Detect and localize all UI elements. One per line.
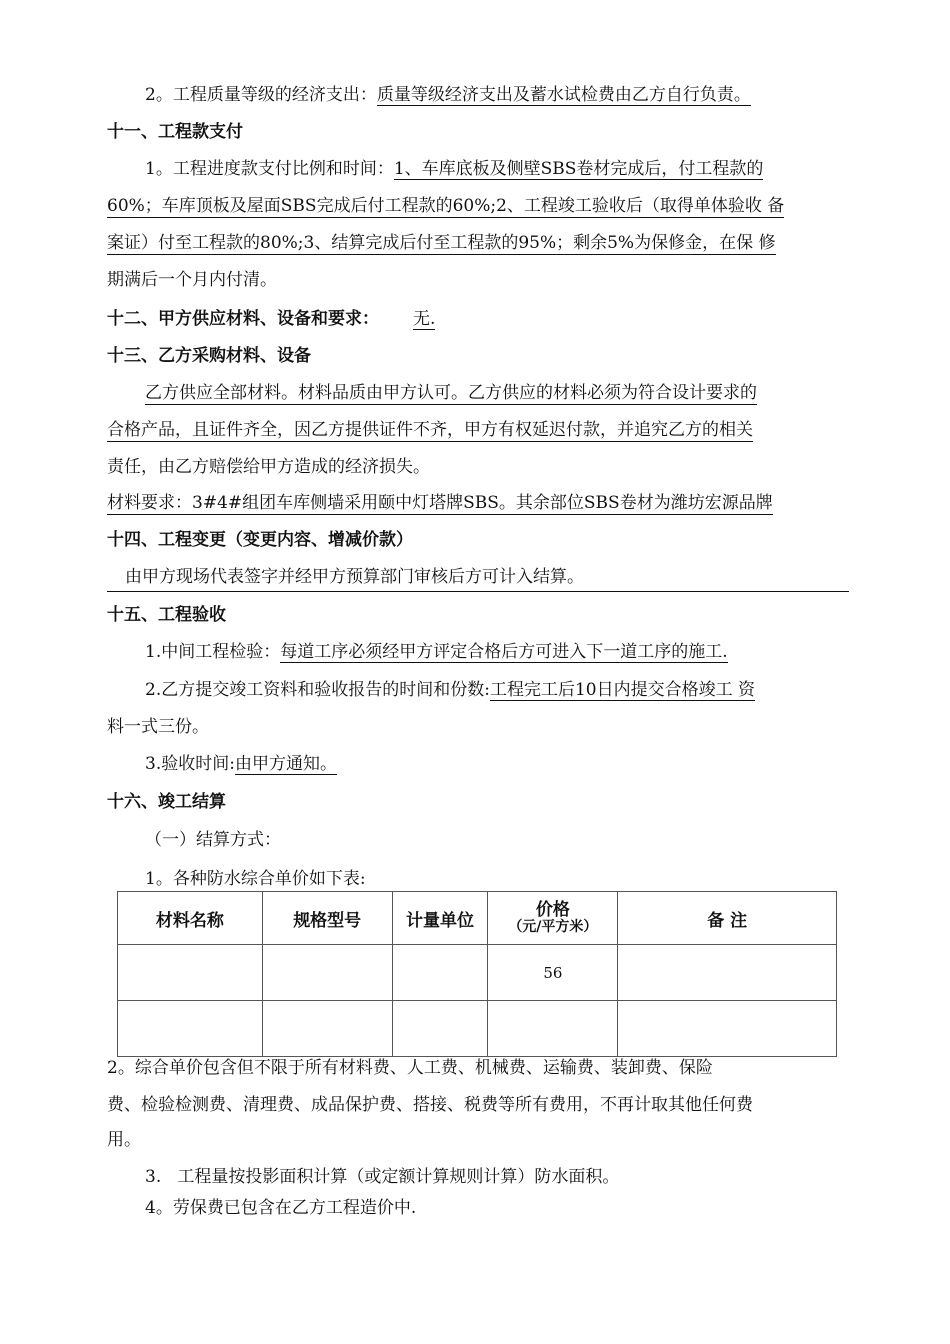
table-cell-price [488, 1001, 618, 1057]
col-spec-model: 规格型号 [262, 892, 392, 945]
heading-value: 无. [413, 309, 436, 329]
col-remarks: 备 注 [618, 892, 837, 945]
clause-label: 1.中间工程检验： [145, 642, 281, 662]
unit-price-table [117, 891, 837, 1057]
col-price [488, 892, 618, 945]
section-heading-14: 十四、工程变更（变更内容、增减价款） [107, 530, 413, 550]
payment-line-4: 期满后一个月内付清。 [107, 270, 277, 290]
section-heading-11: 十一、工程款支付 [107, 122, 243, 142]
clause-value: 质量等级经济支出及蓄水试检费由乙方自行负责。 [376, 85, 751, 105]
table-header-row [118, 892, 837, 945]
col-price-unit: （元/平方米） [508, 919, 598, 935]
table-cell [262, 945, 392, 1001]
inspection-line-2 [145, 679, 755, 701]
material-line-2: 合格产品，且证件齐全，因乙方提供证件不齐，甲方有权延迟付款，并追究乙方的相关 [107, 420, 753, 440]
price-includes-line-2: 费、检验检测费、清理费、成品保护费、搭接、税费等所有费用，不再计取其他任何费 [107, 1095, 753, 1115]
unit-price-intro: 1。各种防水综合单价如下表: [145, 869, 366, 889]
price-includes-line-1: 2。综合单价包含但不限于所有材料费、人工费、机械费、运输费、装卸费、保险 [107, 1058, 713, 1078]
section-heading-13: 十三、乙方采购材料、设备 [107, 346, 311, 366]
price-includes-line-3: 用。 [107, 1130, 141, 1150]
section-heading-16: 十六、竣工结算 [107, 792, 226, 812]
payment-line-2: 60%；车库顶板及屋面SBS完成后付工程款的60%;2、工程竣工验收后（取得单体验收 备 [107, 196, 785, 216]
table-cell [618, 945, 837, 1001]
col-unit: 计量单位 [392, 892, 488, 945]
table-cell [118, 1001, 263, 1057]
table-cell [262, 1001, 392, 1057]
table-row [118, 945, 837, 1001]
clause-value: 由甲方通知。 [234, 754, 337, 774]
table-row [118, 1001, 837, 1057]
col-material-name: 材料名称 [118, 892, 263, 945]
clause-10-item-2 [145, 84, 751, 106]
inspection-line-1 [145, 641, 728, 663]
clause-label: 2。工程质量等级的经济支出： [145, 85, 377, 105]
labor-insurance-line: 4。劳保费已包含在乙方工程造价中. [145, 1198, 417, 1218]
clause-value: 工程完工后10日内提交合格竣工 资 [489, 680, 755, 700]
clause-label: 1。工程进度款支付比例和时间： [145, 159, 394, 179]
payment-line-1 [145, 158, 763, 180]
material-line-3: 责任，由乙方赔偿给甲方造成的经济损失。 [107, 457, 430, 477]
table-cell [392, 945, 488, 1001]
change-clause: 由甲方现场代表签字并经甲方预算部门审核后方可计入结算。 [125, 567, 584, 587]
clause-value: 每道工序必须经甲方评定合格后方可进入下一道工序的施工. [280, 642, 728, 662]
col-price-label: 价格 [535, 900, 570, 920]
table-cell [618, 1001, 837, 1057]
inspection-line-3: 料一式三份。 [107, 717, 209, 737]
section-heading-12 [107, 308, 435, 330]
heading-text: 十二、甲方供应材料、设备和要求： [107, 309, 379, 329]
settlement-method: （一）结算方式： [145, 830, 281, 850]
inspection-line-4 [145, 753, 337, 775]
clause-label: 2.乙方提交竣工资料和验收报告的时间和份数: [145, 680, 490, 700]
table-cell [118, 945, 263, 1001]
material-line-1: 乙方供应全部材料。材料品质由甲方认可。乙方供应的材料必须为符合设计要求的 [145, 383, 757, 403]
table-cell [392, 1001, 488, 1057]
clause-label: 3.验收时间: [145, 754, 235, 774]
table-cell-price: 56 [488, 945, 618, 1001]
clause-value: 1、车库底板及侧壁SBS卷材完成后，付工程款的 [393, 159, 764, 179]
material-requirement: 材料要求：3#4#组团车库侧墙采用颐中灯塔牌SBS。其余部位SBS卷材为潍坊宏源品牌 [107, 493, 773, 513]
payment-line-3: 案证）付至工程款的80%;3、结算完成后付至工程款的95%；剩余5%为保修金，在保 修 [107, 233, 776, 253]
quantity-calc-line: 3. 工程量按投影面积计算（或定额计算规则计算）防水面积。 [145, 1167, 620, 1187]
divider-line [107, 591, 849, 592]
section-heading-15: 十五、工程验收 [107, 605, 226, 625]
